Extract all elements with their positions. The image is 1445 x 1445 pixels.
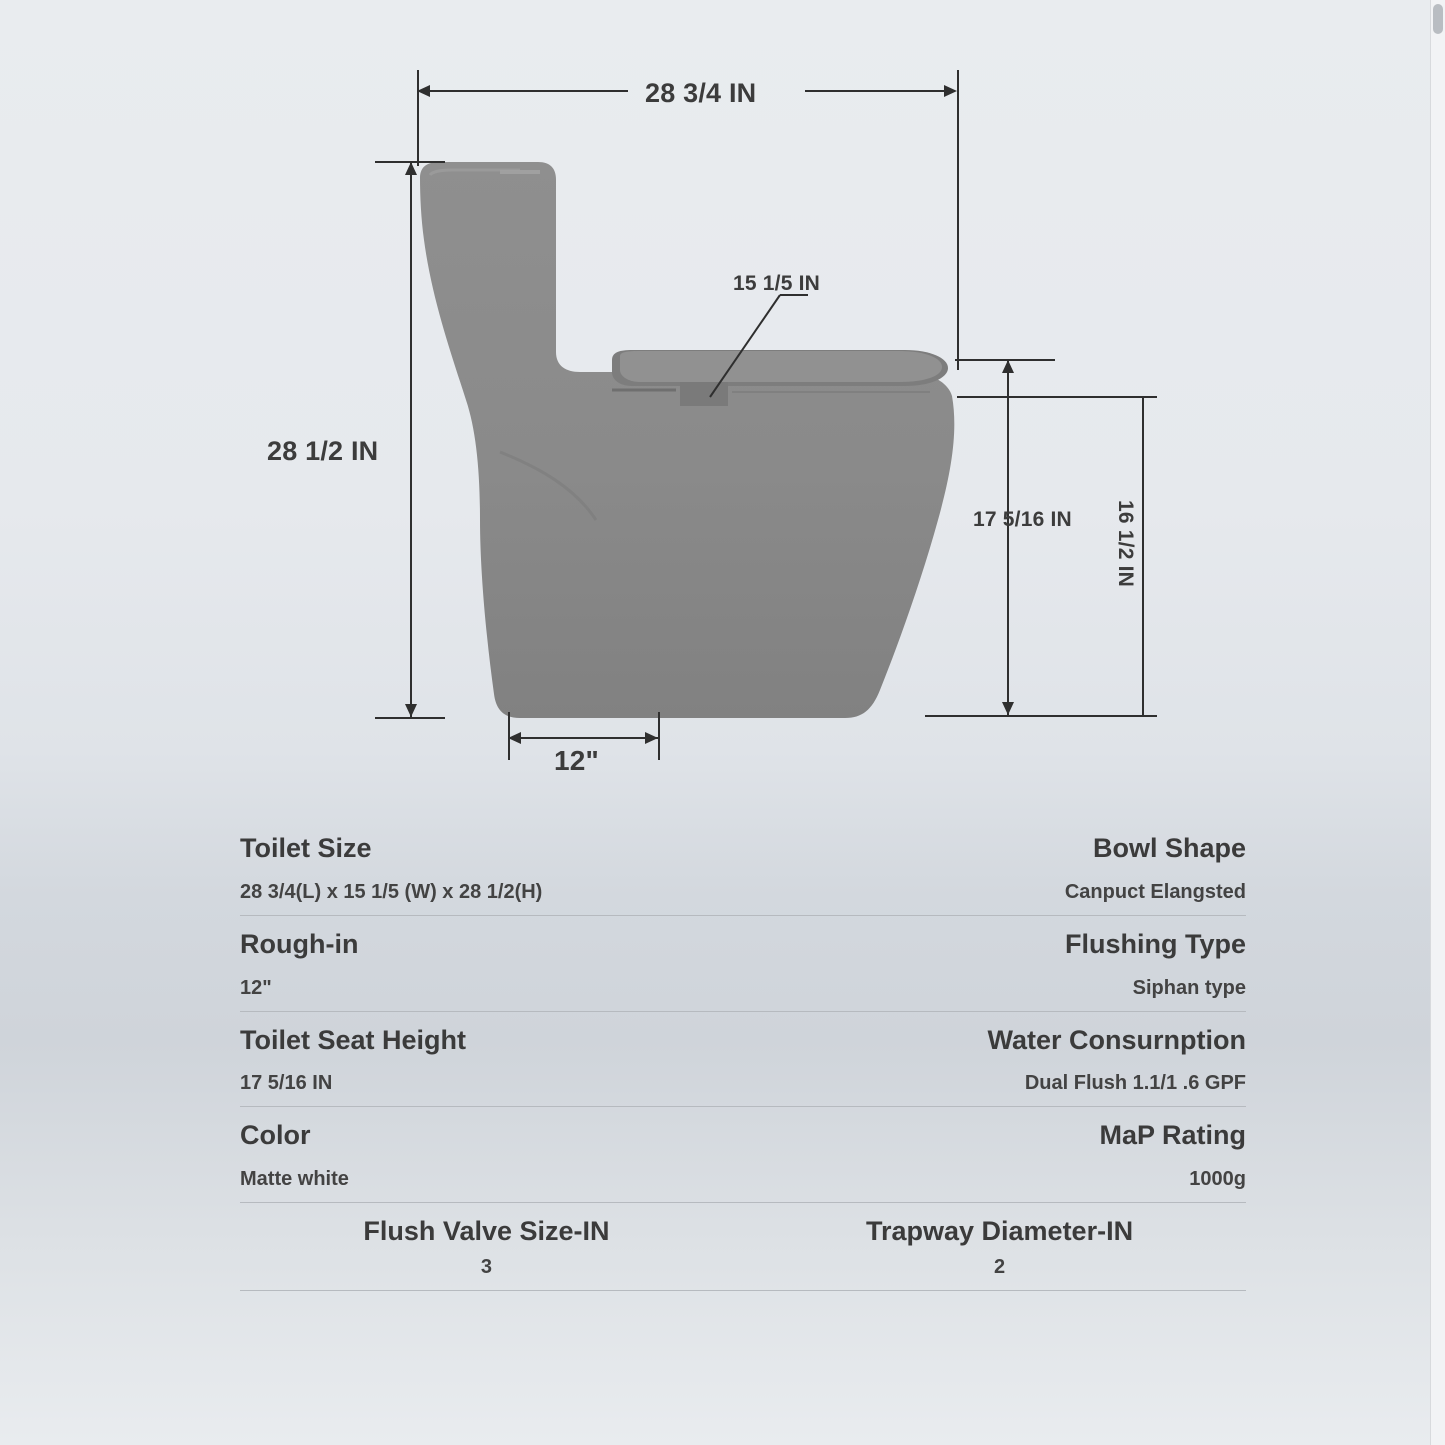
overall-height-label: 28 1/2 IN bbox=[267, 436, 379, 466]
bowl-height-extension-top bbox=[957, 396, 1157, 398]
height-arrow-bottom bbox=[405, 704, 417, 717]
rough-in-extension-right bbox=[658, 712, 660, 760]
spec-row bbox=[240, 916, 1246, 1012]
length-arrow-right bbox=[944, 85, 957, 97]
width-leader-line bbox=[700, 285, 960, 425]
spec-title: Flush Valve Size-IN bbox=[363, 1216, 610, 1246]
bowl-height-extension-bottom bbox=[1000, 715, 1157, 717]
spec-row bbox=[240, 1107, 1246, 1203]
spec-value: 28 3/4(L) x 15 1/5 (W) x 28 1/2(H) bbox=[240, 880, 543, 903]
specifications-table bbox=[240, 820, 1246, 1291]
rough-in-arrow-right bbox=[645, 732, 658, 744]
spec-cell-left bbox=[240, 1024, 733, 1097]
seat-height-dimension-line bbox=[1007, 360, 1009, 716]
spec-cell-left bbox=[240, 928, 733, 1001]
spec-title: Rough-in bbox=[240, 928, 359, 959]
seat-height-arrow-bottom bbox=[1002, 702, 1014, 715]
spec-cell-left bbox=[240, 832, 733, 905]
length-dimension-line-left bbox=[418, 90, 628, 92]
spec-title: Toilet Size bbox=[240, 833, 372, 863]
spec-cell-left bbox=[240, 1215, 733, 1280]
rough-in-arrow-left bbox=[508, 732, 521, 744]
overall-length-label: 28 3/4 IN bbox=[645, 78, 757, 108]
spec-cell-right bbox=[753, 1215, 1246, 1280]
spec-value: 1000g bbox=[1189, 1168, 1246, 1190]
scrollbar-thumb[interactable] bbox=[1433, 4, 1443, 34]
bowl-height-dimension-line bbox=[1142, 396, 1144, 716]
vertical-scrollbar[interactable] bbox=[1430, 0, 1445, 1445]
spec-value: Dual Flush 1.1/1 .6 GPF bbox=[1024, 1072, 1246, 1095]
spec-title: Trapway Diameter-IN bbox=[865, 1216, 1134, 1246]
spec-cell-right bbox=[753, 928, 1246, 1001]
length-arrow-left bbox=[417, 85, 430, 97]
spec-row bbox=[240, 1203, 1246, 1291]
spec-value: Siphan type bbox=[1132, 976, 1246, 999]
seat-height-arrow-top bbox=[1002, 360, 1014, 373]
height-extension-bottom bbox=[375, 717, 445, 719]
spec-cell-right bbox=[753, 832, 1246, 905]
spec-value: 2 bbox=[993, 1255, 1006, 1278]
rough-in-label: 12" bbox=[554, 745, 600, 776]
spec-title: MaP Rating bbox=[1099, 1120, 1246, 1151]
spec-value: 17 5/16 IN bbox=[240, 1072, 333, 1095]
spec-title: Color bbox=[240, 1120, 311, 1151]
spec-value: Matte white bbox=[240, 1168, 349, 1190]
spec-title: Toilet Seat Height bbox=[240, 1024, 467, 1055]
bowl-height-label: 16 1/2 IN bbox=[1114, 500, 1137, 588]
spec-value: 3 bbox=[480, 1255, 493, 1278]
spec-row bbox=[240, 820, 1246, 916]
spec-title: Bowl Shape bbox=[1092, 833, 1246, 863]
seat-height-label: 17 5/16 IN bbox=[973, 508, 1072, 531]
rough-in-dimension-line bbox=[509, 737, 658, 739]
spec-cell-right bbox=[753, 1119, 1246, 1192]
height-dimension-line bbox=[410, 162, 412, 717]
spec-row bbox=[240, 1012, 1246, 1108]
spec-title: Water Consurnption bbox=[987, 1024, 1246, 1055]
spec-value: Canpuct Elangsted bbox=[1064, 880, 1246, 903]
spec-cell-left bbox=[240, 1119, 733, 1192]
spec-cell-right bbox=[753, 1024, 1246, 1097]
length-dimension-line-right bbox=[805, 90, 955, 92]
height-arrow-top bbox=[405, 162, 417, 175]
width-label: 15 1/5 IN bbox=[733, 272, 821, 295]
spec-value: 12" bbox=[240, 976, 272, 999]
spec-title: Flushing Type bbox=[1065, 928, 1246, 959]
